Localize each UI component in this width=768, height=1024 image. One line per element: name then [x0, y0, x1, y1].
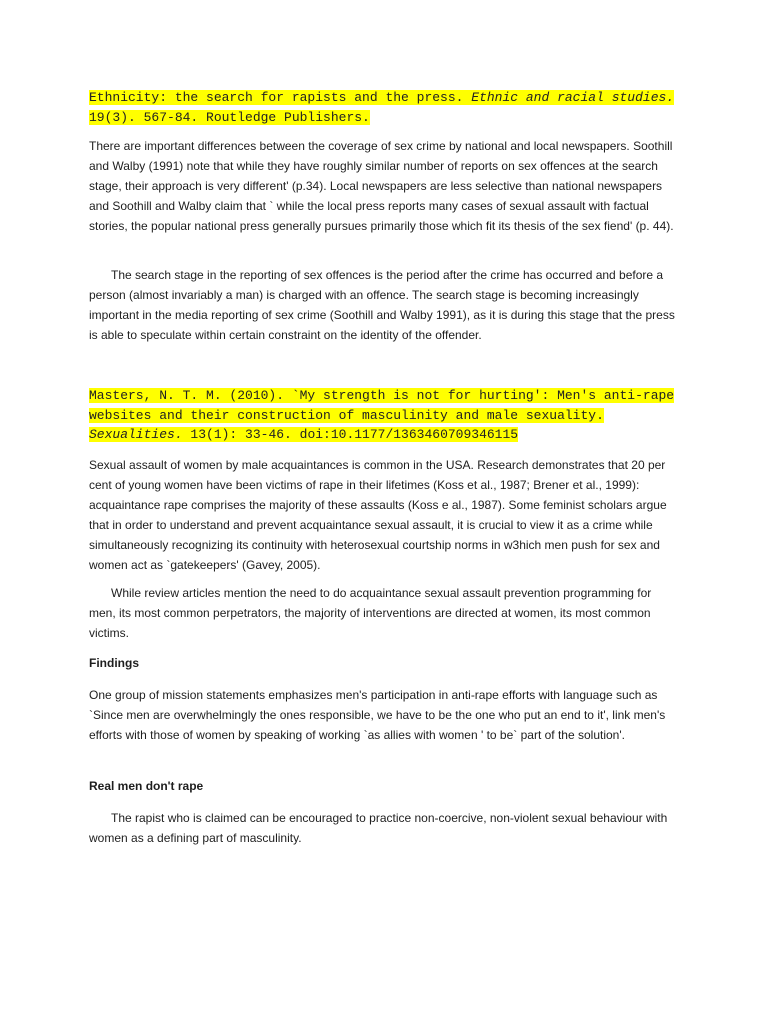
paragraph-search-stage: The search stage in the reporting of sex offences is the period after the crime has occurred and before a person (almost invariably a man) is charged with an offence. The search stage is becoming increasingly important in the media reporting of sex crime (Soothill and Walby 1991), as it is during this stage that the press is able to speculate within certain constraint on the identity of the offender. [89, 268, 675, 342]
citation-2-title: Masters, N. T. M. (2010). `My strength is not for hurting': Men's anti-rape websites and their construction of masculinity and male sexuality. [89, 388, 675, 423]
paragraph-rapist-claimed: The rapist who is claimed can be encouraged to practice non-coercive, non-violent sexual behaviour with women as a defining part of masculinity. [89, 811, 668, 845]
paragraph-acquaintance-assault: Sexual assault of women by male acquaintances is common in the USA. Research demonstrates that 20 per cent of young women have been victims of rape in their lifetimes (Koss et al., 1987; Brener et al., 1999): acquaintance rape comprises the majority of these assaults (Koss e al., 1987). Some feminist scholars argue that in order to understand and prevent acquaintance sexual assault, it is crucial to view it as a crime while simultaneously recognizing its continuity with heterosexual courtship norms in w3hich men push for sex and women act as `gatekeepers' (Gavey, 2005). [89, 458, 667, 572]
citation-1-journal: Ethnic and racial studies. [471, 90, 675, 105]
citation-1-title: Ethnicity: the search for rapists and the press. [89, 90, 472, 105]
citation-2-highlight [89, 388, 674, 442]
citation-1-details: 19(3). 567-84. Routledge Publishers. [89, 109, 370, 125]
heading-findings: Findings [89, 656, 139, 670]
heading-real-men: Real men don't rape [89, 779, 204, 793]
paragraph-coverage-differences: There are important differences between the coverage of sex crime by national and local newspapers. Soothill and Walby (1991) note that while they have roughly similar number of reports on sex offences at the search stage, their approach is very different' (p.34). Local newspapers are less selective than national newspapers and Soothill and Walby claim that ` while the local press reports many cases of sexual assault with factual stories, the popular national press generally pursues primarily those which fit its thesis of the sex fiend' (p. 44). [89, 139, 674, 233]
citation-2-journal: Sexualities. [89, 427, 183, 442]
citation-2 [89, 386, 679, 445]
citation-2-details: 13(1): 33-46. doi:10.1177/1363460709346115 [182, 427, 519, 442]
paragraph-prevention-programming: While review articles mention the need to do acquaintance sexual assault prevention programming for men, its most common perpetrators, the majority of interventions are directed at women, its most common victims. [89, 586, 652, 640]
paragraph-mission-statements: One group of mission statements emphasizes men's participation in anti-rape efforts with language such as `Since men are overwhelmingly the ones responsible, we have to be the one who put an end to it', link men's efforts with those of women by speaking of working `as allies with women ' to be` part of the solution'. [89, 688, 666, 742]
citation-1-highlight [89, 90, 674, 125]
citation-1 [89, 88, 679, 127]
